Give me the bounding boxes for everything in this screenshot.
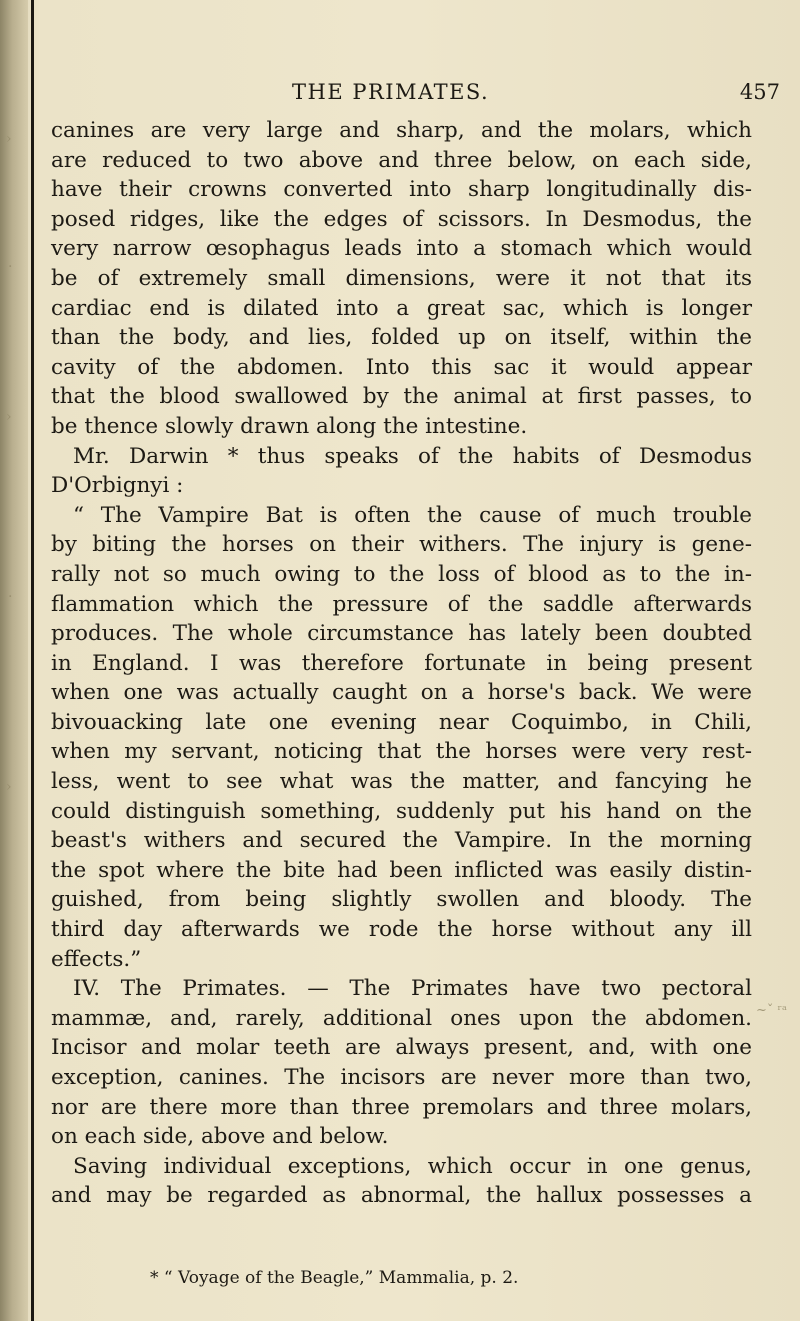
- text-line: mammæ, and, rarely, additional ones upon the abdomen.: [51, 1005, 752, 1031]
- text-line: Mr. Darwin * thus speaks of the habits of Desmodus: [73, 443, 752, 469]
- text-line: when my servant, noticing that the horses were very rest-: [51, 739, 752, 765]
- text-line: nor are there more than three premolars and three molars,: [51, 1094, 752, 1120]
- text-line: cardiac end is dilated into a great sac, which is longer: [51, 295, 752, 321]
- page-edge-line: [31, 0, 34, 1321]
- text-line: the spot where the bite had been inflicted was easily distin-: [51, 857, 752, 883]
- text-line: flammation which the pressure of the saddle afterwards: [51, 591, 752, 617]
- text-line: canines are very large and sharp, and the molars, which: [51, 118, 752, 143]
- page-number: 457: [739, 80, 780, 104]
- text-line: be thence slowly drawn along the intestine.: [51, 413, 528, 439]
- text-line: and may be regarded as abnormal, the hallux possesses a: [51, 1183, 752, 1209]
- text-line: exception, canines. The incisors are never more than two,: [51, 1065, 752, 1090]
- page-header: [150, 80, 780, 108]
- bleed-through-mark: ›: [6, 779, 12, 795]
- text-line: bivouacking late one evening near Coquimbo, in Chili,: [51, 709, 752, 735]
- text-line: Saving individual exceptions, which occur in one genus,: [73, 1153, 752, 1179]
- running-title: THE PRIMATES.: [292, 80, 490, 104]
- bleed-through-mark: ›: [6, 131, 12, 147]
- body-text: [51, 116, 752, 1211]
- text-line: when one was actually caught on a horse's back. We were: [51, 680, 752, 706]
- text-line: in England. I was therefore fortunate in being present: [51, 650, 752, 676]
- text-line: very narrow œsophagus leads into a stomach which would: [51, 236, 752, 262]
- bleed-through-mark: ·: [8, 259, 13, 275]
- text-line: beast's withers and secured the Vampire. In the morning: [51, 828, 752, 854]
- text-line: than the body, and lies, folded up on itself, within the: [51, 325, 752, 351]
- text-line: are reduced to two above and three below, on each side,: [51, 147, 752, 173]
- text-line: Incisor and molar teeth are always present, and, with one: [51, 1035, 752, 1061]
- bleed-through-mark: ·: [8, 589, 13, 605]
- text-line: less, went to see what was the matter, and fancying he: [51, 769, 752, 795]
- book-gutter: [0, 0, 28, 1321]
- text-line: produces. The whole circumstance has lately been doubted: [51, 621, 752, 647]
- text-line: third day afterwards we rode the horse without any ill: [51, 917, 752, 943]
- text-line: effects.”: [51, 946, 142, 972]
- margin-scribble: ~ˇ ʳᵃ: [756, 1003, 788, 1018]
- text-line: “ The Vampire Bat is often the cause of much trouble: [73, 502, 752, 528]
- footnote: * “ Voyage of the Beagle,” Mammalia, p. 2.: [150, 1268, 519, 1288]
- text-line: on each side, above and below.: [51, 1124, 389, 1150]
- text-line: have their crowns converted into sharp longitudinally dis-: [51, 177, 752, 203]
- text-line: D'Orbignyi :: [51, 473, 184, 499]
- text-line: rally not so much owing to the loss of blood as to the in-: [51, 561, 752, 587]
- text-line: be of extremely small dimensions, were it not that its: [51, 265, 752, 291]
- text-line: guished, from being slightly swollen and bloody. The: [51, 887, 752, 913]
- text-line: cavity of the abdomen. Into this sac it would appear: [51, 354, 752, 380]
- text-line: could distinguish something, suddenly put his hand on the: [51, 798, 752, 824]
- text-line: posed ridges, like the edges of scissors. In Desmodus, the: [51, 206, 752, 232]
- text-line: by biting the horses on their withers. The injury is gene-: [51, 532, 752, 558]
- text-line: that the blood swallowed by the animal at first passes, to: [51, 384, 752, 410]
- bleed-through-mark: ›: [6, 409, 12, 425]
- text-line: IV. The Primates. — The Primates have two pectoral: [73, 976, 752, 1002]
